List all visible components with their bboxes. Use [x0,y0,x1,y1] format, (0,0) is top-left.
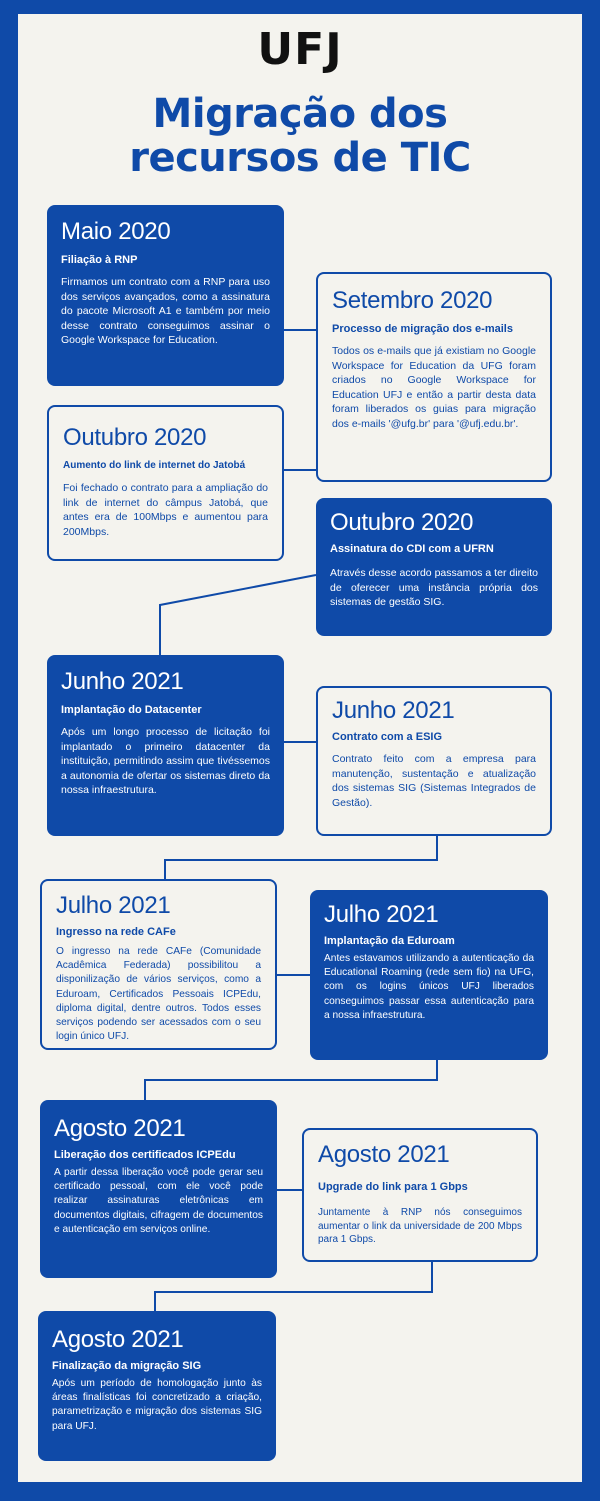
page-title-line-1: Migração dos [152,91,448,137]
card-date: Julho 2021 [56,892,171,919]
card-date: Julho 2021 [324,901,439,928]
card-subtitle: Assinatura do CDI com a UFRN [330,543,494,555]
timeline-card-agosto-2021-gbps [302,1128,538,1262]
card-subtitle: Upgrade do link para 1 Gbps [318,1181,468,1193]
timeline-card-junho-2021-esig [316,686,552,836]
card-date: Junho 2021 [61,668,184,695]
card-subtitle: Ingresso na rede CAFe [56,926,176,938]
timeline-card-outubro-2020-jatoba [47,405,284,561]
card-date: Junho 2021 [332,697,455,724]
card-text: Firmamos um contrato com a RNP para uso dos serviços avançados, como a assinatura do pacote Microsoft A1 e também por meio desse contrato conseguimos assinar o Google Workspace for Education. [61,276,270,346]
card-subtitle: Contrato com a ESIG [332,731,443,743]
card-text: Juntamente à RNP nós conseguimos aumentar o link da universidade de 200 Mbps para 1 Gbps. [318,1207,522,1245]
card-subtitle: Aumento do link de internet do Jatobá [63,460,246,471]
card-date: Outubro 2020 [63,424,207,451]
card-text: O ingresso na rede CAFe (Comunidade Acadêmica Federada) possibilitou a disponilização de vários serviços, como a Eduroam, Certificados Pessoais ICPEdu, diploma digital, dentre outros. Todos esses serviços podendo ser acessados com o seu login único UFJ. [56,946,261,1043]
card-text: Através desse acordo passamos a ter direito de oferecer uma instância própria dos sistemas de gestão SIG. [330,567,538,608]
card-text: Após um longo processo de licitação foi implantado o primeiro datacenter da instituição, permitindo assim que tivéssemos a autonomia de ofertar os sistemas direto da nossa infraestrutura. [61,726,270,796]
card-subtitle: Implantação do Datacenter [61,704,202,716]
timeline-card-maio-2020 [47,205,284,386]
card-date: Agosto 2021 [54,1115,186,1142]
timeline-card-agosto-2021-icpedu [40,1100,277,1278]
card-text: Todos os e-mails que já existiam no Google Workspace for Education da UFG foram criados no Google Workspace for Education UFJ e então a partir desta data foram liberados os guias para migração dos e-mails '@ufg.br' para '@ufj.edu.br'. [332,345,536,430]
card-text: Antes estavamos utilizando a autenticação da Educational Roaming (rede sem fio) na UFG, com os logins únicos UFJ liberados conseguimos passar essa autenticação para a nossa infraestrutura. [324,953,534,1021]
timeline-card-agosto-2021-sig [38,1311,276,1461]
card-subtitle: Filiação à RNP [61,254,138,266]
timeline-card-outubro-2020-ufrn [316,498,552,636]
card-date: Setembro 2020 [332,287,493,314]
card-date: Outubro 2020 [330,509,474,536]
card-text: Foi fechado o contrato para a ampliação do link de internet do câmpus Jatobá, que antes era de 100Mbps e aumentou para 200Mbps. [63,482,268,538]
card-subtitle: Implantação da Eduroam [324,935,455,947]
connector-7 [145,1060,437,1100]
timeline-card-julho-2021-eduroam [310,890,548,1060]
timeline-card-junho-2021-datacenter [47,655,284,836]
page-title-line-2: recursos de TIC [129,135,471,181]
card-subtitle: Finalização da migração SIG [52,1360,202,1372]
connector-3 [160,575,316,655]
card-subtitle: Liberação dos certificados ICPEdu [54,1149,236,1161]
card-text: Contrato feito com a empresa para manutenção, sustentação e atualização dos sistemas SIG (Sistemas Integrados de Gestão). [332,753,536,809]
card-text: A partir dessa liberação você pode gerar seu certificado pessoal, com ele você pode realizar assinaturas eletrônicas em documentos digitais, cifragem de documentos e autenticação em serviços online. [54,1167,263,1235]
ufj-logo: UFJ [257,24,343,75]
connector-5 [165,836,437,879]
timeline-card-julho-2021-cafe [40,879,277,1050]
card-date: Agosto 2021 [318,1141,450,1168]
timeline-card-setembro-2020 [316,272,552,482]
card-text: Após um período de homologação junto às áreas finalísticas foi concretizado a criação, parametrização e migração dos sistemas SIG para UFJ. [52,1378,262,1432]
card-date: Agosto 2021 [52,1326,184,1353]
card-date: Maio 2020 [61,218,171,245]
card-subtitle: Processo de migração dos e-mails [332,323,513,335]
